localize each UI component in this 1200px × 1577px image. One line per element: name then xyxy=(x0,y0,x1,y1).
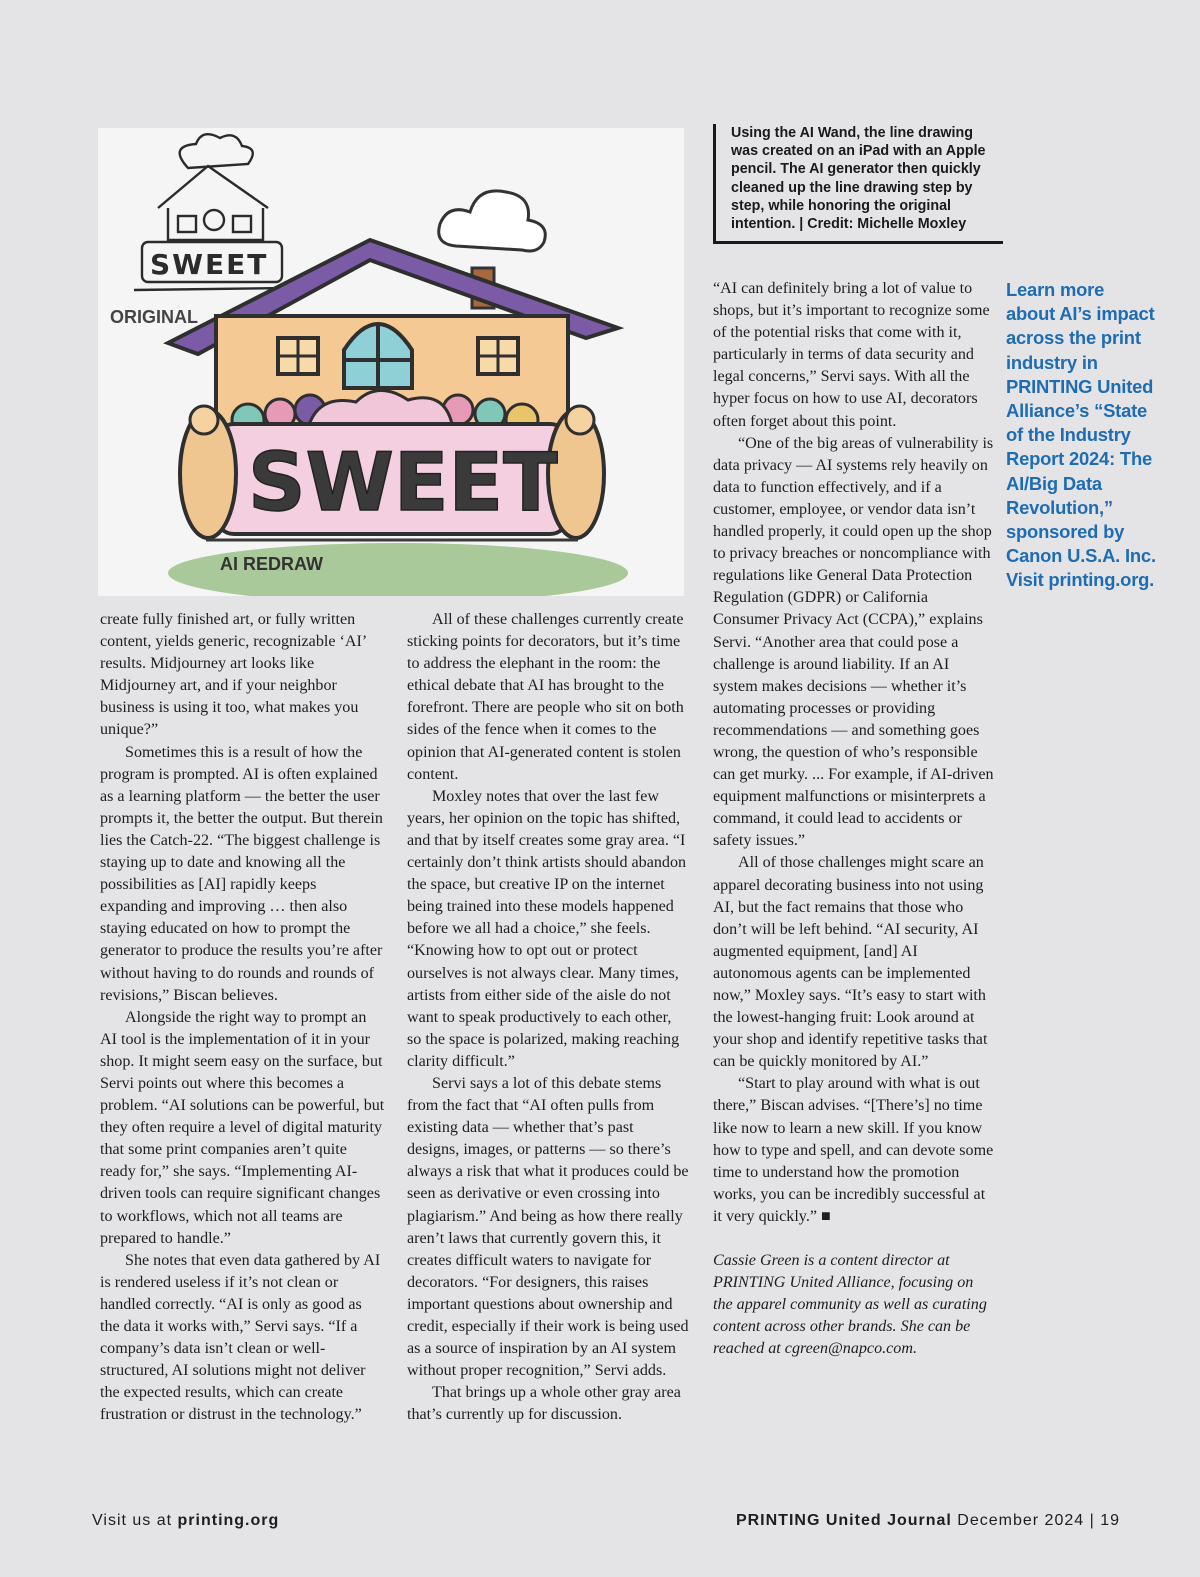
ai-sign-text: SWEET xyxy=(248,436,558,529)
end-mark-icon: ■ xyxy=(821,1207,831,1225)
footer-visit xyxy=(92,1512,279,1530)
issue-date-page: December 2024 | 19 xyxy=(951,1512,1120,1529)
original-sign-text: SWEET xyxy=(150,248,269,281)
paragraph: Moxley notes that over the last few years, her opinion on the topic has shifted, and that by itself creates some gray area. “I certainly don’t think artists should abandon the space, but creative IP on the internet being trained into these models happened before we all had a choice,” she feels. “Knowing how to opt out or protect ourselves is not always clear. Many times, artists from either side of the aisle do not want to speak productively to each other, so the space is polarized, making reaching clarity difficult.” xyxy=(407,787,687,1070)
paragraph-final-text: “Start to play around with what is out there,” Biscan advises. “[There’s] no time like now to learn a new skill. If you know how to type and spell, and can devote some time to understand how the promotion works, you can be incredibly successful at it very quickly.” xyxy=(713,1075,994,1225)
paragraph-final xyxy=(713,1073,994,1228)
paragraph: She notes that even data gathered by AI is rendered useless if it’s not clean or handled correctly. “AI is only as good as the data it works with,” Servi says. “If a company’s data isn’t clean or well-structured, AI solutions might not deliver the expected results, which can create frustration or distrust in the technology.” xyxy=(100,1251,381,1424)
paragraph: Servi says a lot of this debate stems from the fact that “AI often pulls from existing data — whether that’s past designs, images, or patterns — so there’s always a risk that what it produces could be seen as derivative or even crossing into plagiarism.” And being as how there really aren’t laws that currently govern this, it creates difficult waters to navigate for decorators. “For designers, this raises important questions about ownership and credit, especially if their work is being used as a source of inspiration by an AI system without proper recognition,” Servi adds. xyxy=(407,1074,689,1380)
footer-visit-prefix: Visit us at xyxy=(92,1512,178,1529)
paragraph: Sometimes this is a result of how the program is prompted. AI is often explained as a learning platform — the better the user prompts it, the better the output. But therein lies the Catch-22. “The biggest challenge is staying up to date and knowing all the possibilities as [AI] rapidly keeps expanding and improving … then also staying educated on how to prompt the generator to produce the results you’re after without having to do rounds and rounds of revisions,” Biscan believes. xyxy=(100,743,383,1004)
paragraph: That brings up a whole other gray area that’s currently up for discussion. xyxy=(407,1384,681,1424)
ai-label: AI REDRAW xyxy=(220,554,323,574)
footer-folio xyxy=(736,1512,1120,1530)
sidebar-callout: Learn more about AI’s impact across the print industry in PRINTING United Alliance’s “State of the Industry Report 2024: The AI/Big Data Revolution,” sponsored by Canon U.S.A. Inc. Visit printing.org. xyxy=(1006,279,1156,591)
footer-website-link[interactable]: printing.org xyxy=(177,1512,280,1529)
article-column-3 xyxy=(713,278,994,1361)
paragraph: “AI can definitely bring a lot of value to shops, but it’s important to recognize some of the potential risks that come with it, particularly in terms of data security and legal concerns,” Servi says. With all the hyper focus on how to use AI, decorators often forget about this point. xyxy=(713,280,990,430)
paragraph: create fully finished art, or fully written content, yields generic, recognizable ‘AI’ results. Midjourney art looks like Midjourney art, and if your neighbor business is using it too, what makes you unique?” xyxy=(100,611,367,739)
figure-caption: Using the AI Wand, the line drawing was created on an iPad with an Apple pencil. The AI generator then quickly cleaned up the line drawing step by step, while honoring the original intention. | Credit: Michelle Moxley xyxy=(713,124,1003,244)
paragraph: “One of the big areas of vulnerability is data privacy — AI systems rely heavily on data to function effectively, and if a customer, employee, or vendor data isn’t handled properly, it could open up the shop to privacy breaches or noncompliance with regulations like General Data Protection Regulation (GDPR) or California Consumer Privacy Act (CCPA),” explains Servi. “Another area that could pose a challenge is around liability. If an AI system makes decisions — whether it’s automating processes or providing recommendations — and something goes wrong, the question of who’s responsible can get murky. ... For example, if AI-driven equipment malfunctions or misinterprets a command, it could lead to accidents or safety issues.” xyxy=(713,434,994,850)
paragraph: All of these challenges currently create sticking points for decorators, but it’s time to address the elephant in the room: the ethical debate that AI has brought to the forefront. There are people who sit on both sides of the fence when it comes to the opinion that AI-generated content is stolen content. xyxy=(407,611,684,783)
paragraph: Alongside the right way to prompt an AI tool is the implementation of it in your shop. It might seem easy on the surface, but Servi points out where this becomes a problem. “AI solutions can be powerful, but they often require a level of digital maturity that some print companies aren’t quite ready for,” she says. “Implementing AI-driven tools can require significant changes to workflows, which not all teams are prepared to handle.” xyxy=(100,1008,385,1247)
author-bio: Cassie Green is a content director at PRINTING United Alliance, focusing on the apparel community as well as curating content across other brands. She can be reached at cgreen@napco.com. xyxy=(713,1252,987,1358)
article-illustration xyxy=(98,128,684,596)
article-column-1 xyxy=(100,609,385,1426)
paragraph: All of those challenges might scare an apparel decorating business into not using AI, but the fact remains that those who don’t will be left behind. “AI security, AI augmented equipment, [and] AI autonomous agents can be implemented now,” Moxley says. “It’s easy to start with the lowest-hanging fruit: Look around at your shop and identify repetitive tasks that can be quickly monitored by AI.” xyxy=(713,854,988,1071)
article-column-2 xyxy=(407,609,689,1426)
original-label: ORIGINAL xyxy=(110,307,198,327)
publication-name: PRINTING United Journal xyxy=(735,1512,952,1529)
